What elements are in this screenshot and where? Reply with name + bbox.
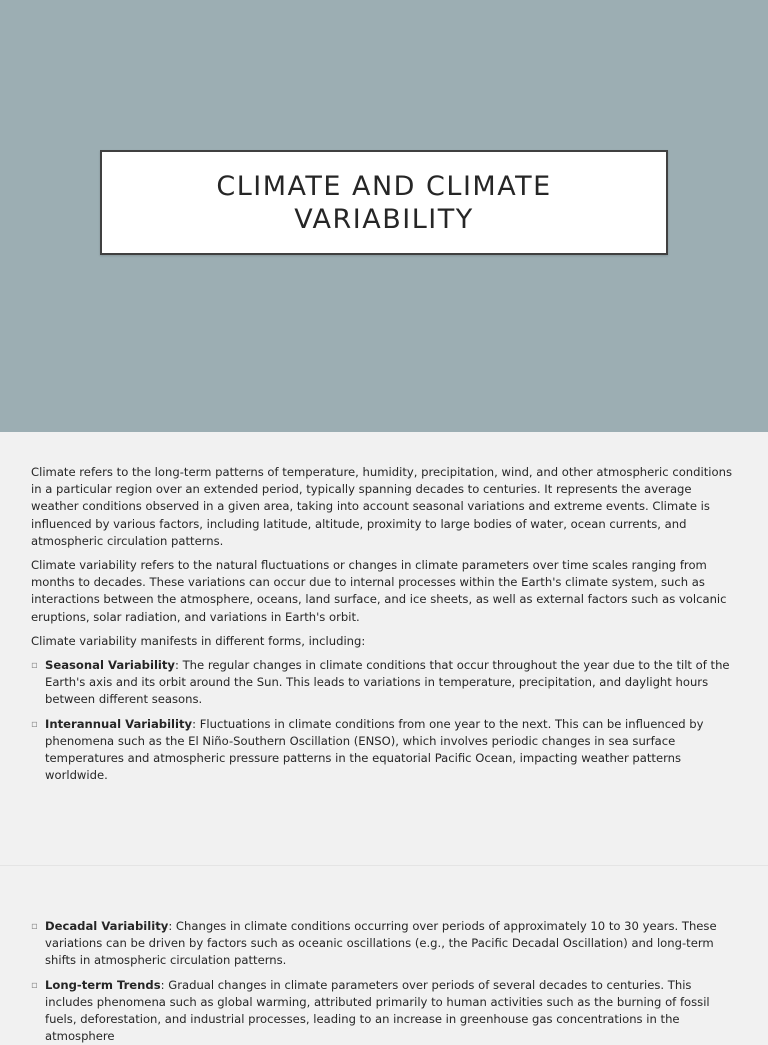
list-item xyxy=(31,716,738,785)
list-item-term: Seasonal Variability xyxy=(45,658,175,673)
title-box xyxy=(100,150,668,255)
variability-forms-list-continued xyxy=(31,918,738,1045)
slide-title-line-1: CLIMATE AND CLIMATE xyxy=(216,170,552,202)
bullet-icon: ▫ xyxy=(31,979,38,991)
list-item-text: : Changes in climate conditions occurring over periods of approximately 10 to 30 years. These variations can be driven by factors such as oceanic oscillations (e.g., the Pacific Decadal Oscillation) and long-term shifts in atmospheric circulation patterns. xyxy=(45,919,717,968)
list-item-text: : The regular changes in climate conditions that occur throughout the year due to the tilt of the Earth's axis and its orbit around the Sun. This leads to variations in temperature, precipitation, and daylight hours between different seasons. xyxy=(45,658,730,707)
list-item xyxy=(31,657,738,709)
list-item xyxy=(31,918,738,970)
title-slide xyxy=(0,0,768,432)
paragraph-forms-intro: Climate variability manifests in different forms, including: xyxy=(31,633,366,648)
variability-forms-list xyxy=(31,657,738,784)
list-item-term: Interannual Variability xyxy=(45,716,193,731)
content-slide-continued xyxy=(0,865,768,1044)
slide-title-line-2: VARIABILITY xyxy=(294,203,474,235)
paragraph-climate-definition: Climate refers to the long-term patterns of temperature, humidity, precipitation, wind, and other atmospheric conditions in a particular region over an extended period, typically spanning decades to centuries. It represents the average weather conditions observed in a given area, taking into account seasonal variations and extreme events. Climate is influenced by various factors, including latitude, altitude, proximity to large bodies of water, ocean currents, and atmospheric circulation patterns. xyxy=(31,465,732,548)
list-item-term: Long-term Trends xyxy=(45,977,161,992)
bullet-icon: ▫ xyxy=(31,921,38,932)
bullet-icon: ▫ xyxy=(31,660,38,672)
list-item-term: Decadal Variability xyxy=(45,919,169,933)
list-item xyxy=(31,977,738,1045)
list-item-text: : Gradual changes in climate parameters over periods of several decades to centuries. This includes phenomena such as global warming, attributed primarily to human activities such as the burning of fossil fuels, deforestation, and industrial processes, leading to an increase in greenhouse gas concentrations in the atmosphere xyxy=(45,977,710,1044)
list-item-text: : Fluctuations in climate conditions from one year to the next. This can be influenced by phenomena such as the El Niño-Southern Oscillation (ENSO), which involves periodic changes in sea surface temperatures and atmospheric pressure patterns in the equatorial Pacific Ocean, impacting weather patterns worldwide. xyxy=(45,716,704,783)
bullet-icon: ▫ xyxy=(31,718,38,730)
content-slide-definitions xyxy=(0,432,768,864)
paragraph-variability-definition: Climate variability refers to the natural fluctuations or changes in climate parameters over time scales ranging from months to decades. These variations can occur due to internal processes within the Earth's climate system, such as interactions between the atmosphere, oceans, land surface, and ice sheets, as well as external factors such as volcanic eruptions, solar radiation, and variations in Earth's orbit. xyxy=(31,558,727,624)
